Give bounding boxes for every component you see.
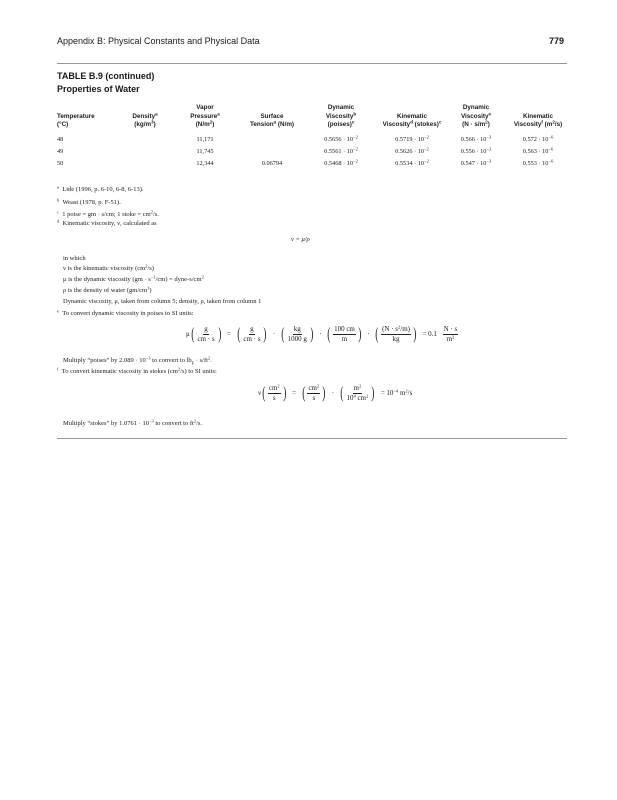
- in-which-label: in which: [63, 255, 86, 262]
- footnote-f: $^f$ To convert kinematic viscosity in stokes $(cm^2/s)$ to SI units:: [57, 366, 217, 375]
- col-vapor-pressure: Vapor Pressure$^a$ $(N/m^2)$: [190, 104, 220, 129]
- col-temperature: Temperature (°C): [57, 112, 95, 129]
- kinematic-formula: ν = μ/ρ: [291, 236, 310, 243]
- page-number: 779: [549, 36, 565, 46]
- col-dynamic-viscosity-si: Dynamic Viscosity$^e$ $(N \cdot s/m^2)$: [460, 104, 492, 129]
- definition-nu: ν is the kinematic viscosity $(cm^2/s)$: [63, 263, 154, 272]
- table-row: 49 11,745 $0.5561 \cdot 10^{-2}$ $0.5626 \cdot 10^{-2}$ $0.556 \cdot 10^{-3}$ $0.563 \cdot 10^{-6}$: [57, 146, 554, 155]
- footnote-d: $^d$ Kinematic viscosity, ν, calculated as: [57, 218, 157, 227]
- footnote-b: $^b$ Weast (1978, p. F-51).: [57, 197, 121, 206]
- footnote-c: $^c$ 1 poise = gm · s/cm; 1 stoke = $cm^2/s$.: [57, 209, 159, 218]
- running-header: Appendix B: Physical Constants and Physical Data: [57, 36, 260, 46]
- col-kinematic-viscosity-si: Kinematic Viscosity$^f$ $(m^2/s)$: [513, 112, 563, 129]
- stoke-multiply-note: Multiply “stokes” by $1.0761 \cdot 10^{-3}$ to convert to $ft^2/s$.: [63, 418, 203, 427]
- formula-kinematic-conversion: ν( $\frac{cm^2}{s}$ ) = ( $\frac{cm^2}{s}$ ) · ( $\frac{m^2}{10^4 cm^2}$ ) = $10^{-4}$ $m^2/s$: [258, 383, 413, 402]
- footnote-a: $^a$ Lide (1996, p. 6-10, 6-8, 6-13).: [57, 184, 144, 193]
- table-bottom-rule: [57, 438, 567, 439]
- table-title: Properties of Water: [57, 84, 140, 94]
- formula-dynamic-conversion: μ( $\frac{g}{cm \cdot s}$ ) = ( $\frac{g}{cm \cdot s}$ ) · ( $\frac{kg}{1000 g}$ ) · ( $\frac{100 cm}{m}$ ) · ( $\frac{(N \cdot s^2/m)}{kg}$ ) = 0.1 $\frac{N \cdot s}{m^2}$: [186, 324, 458, 343]
- col-surface-tension: Surface Tension$^a$ (N/m): [249, 112, 295, 129]
- poise-multiply-note: Multiply “poises” by $2.089 \cdot 10^{-3}$ to convert to $lb_F \cdot s/ft^2$.: [63, 355, 212, 366]
- footnote-e: $^e$ To convert dynamic viscosity in poises to SI units:: [57, 308, 194, 317]
- table-caption: TABLE B.9 (continued): [57, 71, 155, 81]
- definition-mu: μ is the dynamic viscosity $(gm \cdot s^{-1}/cm)$ = dyne-$s/cm^2$: [63, 274, 204, 283]
- definition-rho: ρ is the density of water $(gm/cm^3)$: [63, 285, 152, 294]
- definition-source: Dynamic viscosity, μ, taken from column 5; density, ρ, taken from column 1: [63, 298, 262, 305]
- header-rule: [57, 63, 567, 64]
- properties-table: [57, 104, 571, 170]
- table-row: 50 12,344 0.06794 $0.5468 \cdot 10^{-2}$ $0.5534 \cdot 10^{-2}$ $0.547 \cdot 10^{-3}$ $0.553 \cdot 10^{-6}$: [57, 158, 554, 167]
- col-kinematic-viscosity: Kinematic Viscosity$^d$ (stokes)$^c$: [382, 112, 442, 129]
- table-header-row: [57, 104, 571, 134]
- col-dynamic-viscosity: Dynamic Viscosity$^b$ (poises)$^c$: [325, 104, 357, 129]
- table-row: 48 11,171 $0.5656 \cdot 10^{-2}$ $0.5719 \cdot 10^{-2}$ $0.566 \cdot 10^{-3}$ $0.572 \cdot 10^{-6}$: [57, 134, 554, 143]
- col-density: Density$^a$ $(kg/m^3)$: [132, 111, 158, 129]
